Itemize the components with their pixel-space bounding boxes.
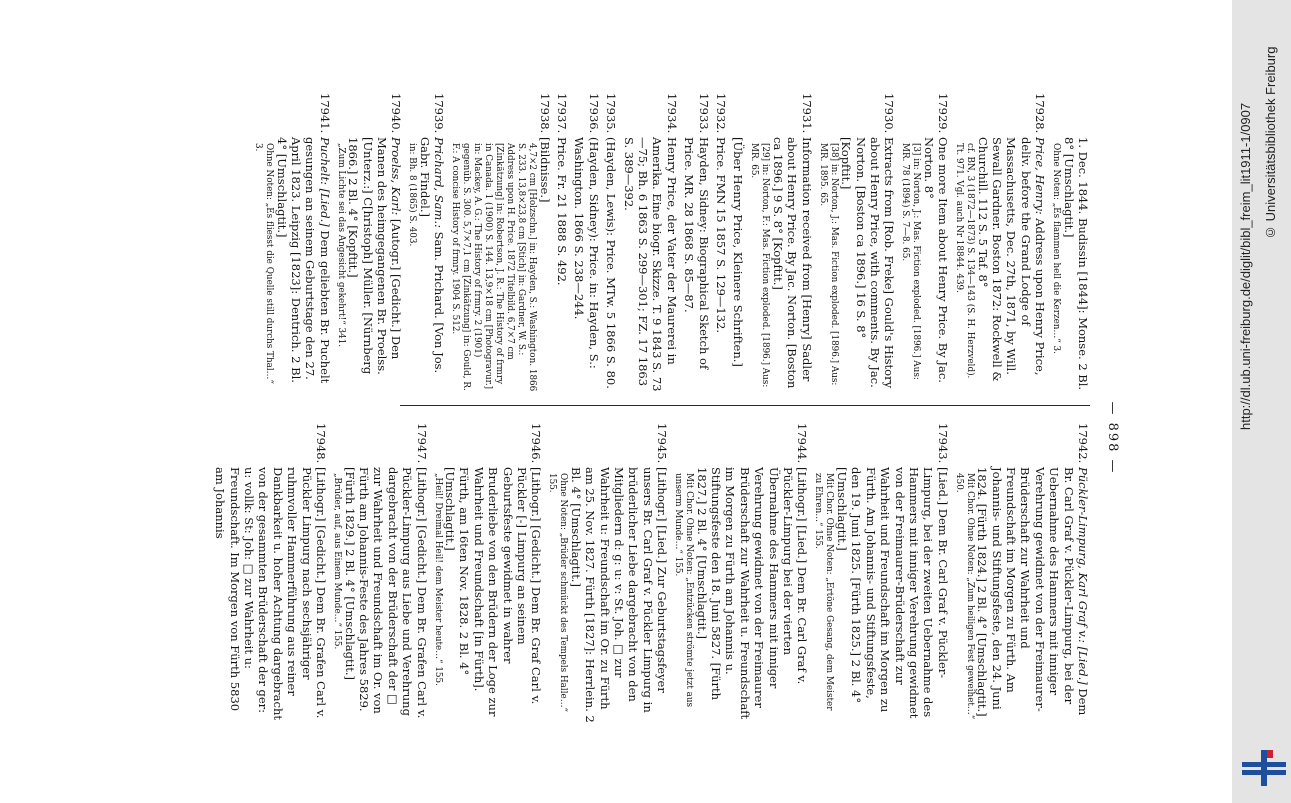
entry-number: 17933. bbox=[696, 93, 711, 134]
logo-accent bbox=[1267, 750, 1273, 758]
entry-text: One more Item about Henry Price. By Jac. Norton. 8° bbox=[921, 137, 951, 383]
entry-text: Henry Price, der Vater der Maurerei in Amerika. Eine biogr. Skizze. T. 9 1843 S. 73—75; Bh. 6 1863 S. 299—301; FZ. 17 1863 S. 389—392. bbox=[621, 137, 679, 392]
entry-text: Dem geliebten Br. Puchelt gesungen an seinem Geburtstage den 27. April 1823. Leipzig [1823]: Dentrich. 2 Bl. 4° [Umschlagtit.] bbox=[274, 137, 332, 384]
entry-note: 4,7×2 cm [Holzschn.] in: Hayden, S.: Washington. 1866 S. 233. 13,8×23,8 cm [Stich] in: Gardner, W. S.: Address upon H. Price. 1872 Titelbild. 6,7×7 cm [Zinkätzung] in: Robertson, J. R.: The History of frmry in Canada. 1 (1900) S. 144. 13,9×18 cm [Photogravur.] in: Mackey, A. G.: The History of frmry. 2 (1901) gegenüb. S. 300. 5,7×7,1 cm [Zinkätzung] in: Gould, R. F.: A concise History of frmry. 1904 S. 512. bbox=[450, 143, 538, 392]
entry-number: 17936. bbox=[586, 93, 601, 134]
catalog-entry bbox=[899, 93, 950, 393]
entry-note: Ohne Noten: „Brüder schmückt des Tempels Halle…“ 155. bbox=[547, 473, 569, 713]
catalog-entry bbox=[749, 93, 814, 393]
entry-text: Extracts from [Rob. Freke] Gould's History about Henry Price, with comments. By Jac. Norton. [Boston ca 1896.] 16 S. 8° [Kopftit.] bbox=[839, 137, 897, 389]
entry-number: 17931. bbox=[799, 93, 814, 134]
entry-note: [29] in: Norton, F.: Mas. Fiction exploded. [1896.] Aus: MR. 65. bbox=[749, 143, 771, 388]
entry-number: 17941. bbox=[317, 93, 332, 134]
entry-text: [Lithogr.] [Gedicht.] Dem Br. Graf Carl v. Pückler [-] Limpurg an seinem Geburtsfeste gewidmet in wahrer Bruderliebe von den Brüdern der Loge zur Wahrheit und Freundschaft [in Fürth]. Fürth, am 16ten Nov. 1828. 2 Bl. 4° [Umschlagtit.] bbox=[442, 467, 544, 717]
catalog-entry bbox=[1050, 93, 1090, 393]
catalog-entry bbox=[546, 423, 669, 723]
entry-note: Mit Chor. Ohne Noten: „Zum heiligen Fest geweihet…“ 450. bbox=[953, 473, 975, 720]
entry-note: in: Bh. 8 (1865) S. 403. bbox=[407, 143, 418, 247]
catalog-entry bbox=[555, 93, 569, 393]
entry-number: 17947. bbox=[414, 423, 429, 464]
entry-note: [38] in: Norton, J.: Mas. Fiction exploded. [1896.] Aus: MR. 1895. 65. bbox=[817, 143, 839, 386]
catalog-entry bbox=[449, 93, 551, 393]
entry-text: Price. FMN 15 1857 S. 129—132. bbox=[714, 137, 729, 333]
catalog-entry bbox=[813, 423, 950, 723]
document-url[interactable]: http://dl.ub.uni-freiburg.de/diglit/bibl_freim_lit1911-1/0907 bbox=[1238, 102, 1253, 430]
entry-heading: Pückler-Limpurg, Karl Graf v.: [Lied.] bbox=[1076, 467, 1090, 685]
entry-text: (Hayden, Lewis): Price. MTw. 5 1866 S. 80. bbox=[604, 137, 619, 389]
catalog-entry bbox=[953, 423, 1090, 723]
entry-text: [Lithogr.] [Lied.] Dem Br. Carl Graf v. Pückler-Limpurg bei der vierten Übernahme des Hammers mit inniger Verehrung gewidmet von der Freimaurer Brüderschaft zur Wahrheit u. Freundschaft im Morgen zu Fürth am Johannis u. Stiftungsfeste den 18. Juni 5827. [Fürth 1827.] 2 Bl. 4° [Umschlagtit.] bbox=[694, 467, 810, 720]
entry-text: Information received from [Henry] Sadler about Henry Price. By Jac. Norton. [Boston ca 1896.] 9 S. 8° [Kopftit.] bbox=[770, 137, 814, 389]
entry-note: „Zum Lichte sei das Angesicht gekehrt!“ 341. bbox=[335, 143, 346, 348]
catalog-entry bbox=[953, 93, 1047, 393]
left-column bbox=[253, 93, 1090, 393]
entry-number: 17942. bbox=[1076, 423, 1090, 464]
catalog-entry bbox=[621, 93, 679, 393]
entry-text: [Über Henry Price, Kleinere Schriften.] bbox=[731, 137, 746, 367]
entry-number: 17929. bbox=[936, 93, 951, 134]
entry-number: 17934. bbox=[664, 93, 679, 134]
entry-text: [Bildnisse.] bbox=[537, 137, 552, 203]
entry-text: Price. Fr. 21 1888 S. 492. bbox=[555, 137, 570, 286]
catalog-entry bbox=[406, 93, 446, 393]
catalog-entry bbox=[252, 93, 332, 393]
catalog-entry bbox=[331, 423, 428, 723]
entry-number: 17940. bbox=[389, 93, 404, 134]
entry-heading: Prichard, Sam.: bbox=[432, 137, 447, 228]
entry-text: Dem Br. Carl Graf v. Pückler-Limpurg, bei der Uebernahme des Hammers mit inniger Verehrung gewidmet von der Freimaurer-Brüderschaft zur Wahrheit und Freundschaft im Morgen zu Fürth. Am Johannis- und Stiftungsfeste, den 24. Juni 1824. [Fürth 1824.] 2 Bl. 4° [Umschlagtit.] bbox=[975, 467, 1090, 717]
catalog-entry bbox=[682, 93, 711, 393]
entry-text: (Hayden, Sidney): Price. in: Hayden, S.: Washington. 1866 S. 238—244. bbox=[572, 137, 601, 369]
page-number: — 898 — bbox=[1105, 401, 1120, 475]
entry-text: Sam. Prichard. [Von Jos. Gabr. Findel.] bbox=[417, 137, 447, 374]
entry-text: 1. Dec. 1844. Budissin [1844]: Monse. 2 Bl. 8° [Umschlagtit.] bbox=[1061, 137, 1090, 391]
catalog-entry bbox=[604, 93, 618, 393]
column-divider bbox=[400, 405, 1090, 406]
copyright-notice: © Universitätsbibliothek Freiburg bbox=[1263, 46, 1278, 240]
entry-number: 17937. bbox=[555, 93, 570, 134]
entry-number: 17946. bbox=[529, 423, 544, 464]
entry-text: [Lithogr.] [Gedicht.] Dem Br. Grafen Carl v. Pückler Limpurg nach sechsjähriger ruhmvoller Hammerführung aus reiner Dankbarkeit u. hoher Achtung dargebracht von der gesammten Brüderschaft der ger: u: vollk: St: Joh: □ zur Wahrheit u: Freundschaft. Im Morgen von Fürth 5830 am Johannis bbox=[213, 467, 329, 720]
catalog-entry bbox=[672, 423, 809, 723]
entry-note: Mit Chor. Ohne Noten: „Ertöne Gesang, dem Meister zu Ehren…“ 155. bbox=[813, 473, 835, 711]
logo-stem bbox=[1261, 750, 1267, 786]
entry-text: Address upon Henry Price, deliv. before the Grand Lodge of Massachusetts, Dec. 27th, 1871, by Will. Sewall Gardner. Boston 1872: Rockwell & Churchill. 112 S. 5 Taf. 8° bbox=[975, 137, 1048, 382]
entry-heading: Proelss, Karl: bbox=[389, 137, 404, 216]
entry-note: cf. BN, 3 (1872—1873) S. 134—143 (S. H. Herzveld). Tt. 971. Vgl. auch Nr 18844. 439. bbox=[954, 143, 976, 379]
catalog-entry bbox=[335, 93, 404, 393]
entry-text: [Lithogr.] [Lied.] Zur Geburtstagsfeyer unsers Br. Carl Graf v. Pückler Limpurg in brüderlicher Liebe dargebracht von den Mitgliedern d: g: u: v: St. Joh. □ zur Wahrheit u: Freundschaft im Or. zu Fürth am 25. Nov. 1827. Fürth [1827]: Herrlein. 2 Bl. 4° [Umschlagtit.] bbox=[568, 467, 670, 723]
entry-note: „Heil! Dreimal Heil! dem Meister heute…“ 155. bbox=[432, 473, 443, 686]
entry-text: Hayden, Sidney: Biographical Sketch of Price. MR. 28 1868 S. 85—87. bbox=[682, 137, 711, 370]
ub-freiburg-logo-icon[interactable] bbox=[1240, 748, 1288, 788]
catalog-entry bbox=[213, 423, 328, 723]
entry-number: 17932. bbox=[714, 93, 729, 134]
entry-text: [Lied.] Dem Br. Carl Graf v. Pückler-Limpurg, bei der zweiten Uebernahme des Hammers mit inniger Verehrung gewidmet von der Freimaurer-Brüderschaft zur Wahrheit und Freundschaft im Morgen zu Fürth. Am Johannis- und Stiftungsfeste, den 19. Juni 1825. [Fürth 1825.] 2 Bl. 4° [Umschlagtit.] bbox=[834, 467, 950, 719]
catalog-entry bbox=[817, 93, 897, 393]
catalog-entry bbox=[714, 93, 728, 393]
entry-number: 17945. bbox=[655, 423, 670, 464]
catalog-entry bbox=[572, 93, 601, 393]
entry-number: 17943. bbox=[935, 423, 950, 464]
entry-number: 17939. bbox=[432, 93, 447, 134]
entry-number: 17944. bbox=[795, 423, 810, 464]
entry-number: 17930. bbox=[882, 93, 897, 134]
entry-note: „Brüder, auf, aus Einem Munde…“ 155. bbox=[332, 473, 343, 650]
entry-heading: Puchelt: [Lied.] bbox=[317, 137, 332, 227]
entry-text: [Autogr.] [Gedicht.] Den Manen des heimgegangenen Br. Proelss. [Unterz.:] C[hristoph] Müller. [Nürnberg 1866.] 2 Bl. 4° [Kopftit.] bbox=[346, 137, 404, 375]
catalog-entry bbox=[432, 423, 544, 723]
entry-number: 17948. bbox=[314, 423, 329, 464]
entry-note: [3] in: Norton, J.: Mas. Fiction exploded. [1896.] Aus: MR. 78 (1894) S. 7—8. 65. bbox=[900, 143, 922, 380]
entry-heading: Price, Henry: bbox=[1033, 137, 1048, 215]
catalog-entry bbox=[731, 93, 745, 393]
entry-note: Mit Chor. Ohne Noten: „Entzücken strömte jetzt aus unserm Munde…“ 155. bbox=[673, 473, 695, 708]
entry-note: Ohne Noten: „Es fliesst die Quelle still durchs Thal…“ 3. bbox=[253, 143, 275, 384]
entry-number: 17928. bbox=[1033, 93, 1048, 134]
rotated-text-block bbox=[170, 93, 1120, 783]
entry-number: 17935. bbox=[604, 93, 619, 134]
entry-note: Ohne Noten: „Es flammen hell die Kerzen…“ 3. bbox=[1051, 143, 1062, 354]
right-column bbox=[213, 423, 1090, 723]
entry-number: 17938. bbox=[537, 93, 552, 134]
entry-text: [Lithogr.] [Gedicht.] Dem Br. Grafen Carl v. Pückler-Limpurg aus Liebe und Verehrung dargebracht von der Brüderschaft der □ zur Wahrheit und Freundschaft im Or. von Fürth am Johannis-Feste des Jahres 5829. [Fürth 1829.] 2 Bl. 4° [Umschlagtit.] bbox=[342, 467, 429, 719]
